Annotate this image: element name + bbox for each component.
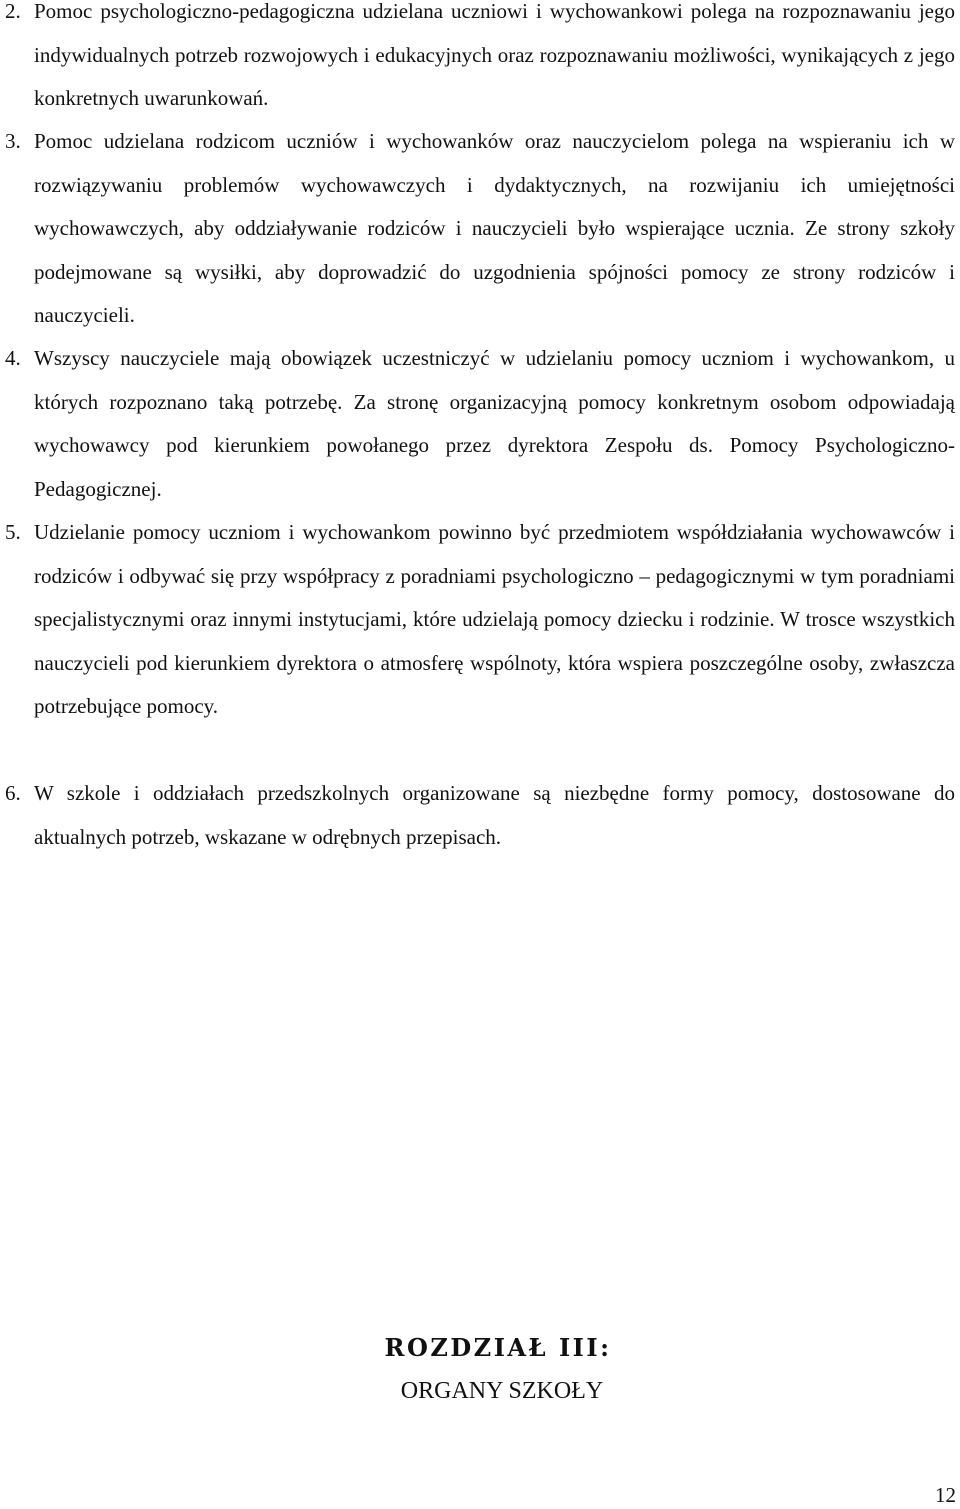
list-item-text: Pomoc psychologiczno-pedagogiczna udzielana uczniowi i wychowankowi polega na rozpoznawaniu jego indywidualnych potrzeb rozwojowych i edukacyjnych oraz rozpoznawaniu możliwości, wynikających z jego konkretnych uwarunkowań. xyxy=(34,0,955,111)
list-item-number: 6. xyxy=(5,781,21,805)
list-item-text: W szkole i oddziałach przedszkolnych organizowane są niezbędne formy pomocy, dostosowane do aktualnych potrzeb, wskazane w odrębnych przepisach. xyxy=(34,781,955,849)
chapter-subtitle: ORGANY SZKOŁY xyxy=(400,1378,604,1404)
chapter-title: ROZDZIAŁ III: xyxy=(384,1333,612,1362)
list-item xyxy=(0,511,960,729)
list-item xyxy=(0,772,960,859)
list-item-number: 4. xyxy=(5,346,21,370)
list-item xyxy=(0,120,960,338)
list-item-number: 2. xyxy=(5,0,21,23)
page-number: 12 xyxy=(935,1483,956,1507)
list-item-number: 5. xyxy=(5,520,21,544)
list-item-text: Udzielanie pomocy uczniom i wychowankom powinno być przedmiotem współdziałania wychowawców i rodziców i odbywać się przy współpracy z poradniami psychologiczno – pedagogicznymi w tym poradniami specjalistycznymi oraz innymi instytucjami, które udzielają pomocy dziecku i rodzinie. W trosce wszystkich nauczycieli pod kierunkiem dyrektora o atmosferę wspólnoty, która wspiera poszczególne osoby, zwłaszcza potrzebujące pomocy. xyxy=(34,520,955,719)
list-item-text: Wszyscy nauczyciele mają obowiązek uczestniczyć w udzielaniu pomocy uczniom i wychowankom, u których rozpoznano taką potrzebę. Za stronę organizacyjną pomocy konkretnym osobom odpowiadają wychowawcy pod kierunkiem powołanego przez dyrektora Zespołu ds. Pomocy Psychologiczno-Pedagogicznej. xyxy=(34,346,955,501)
list-item xyxy=(0,337,960,511)
list-item xyxy=(0,0,960,121)
list-item-text: Pomoc udzielana rodzicom uczniów i wychowanków oraz nauczycielom polega na wspieraniu ich w rozwiązywaniu problemów wychowawczych i dydaktycznych, na rozwijaniu ich umiejętności wychowawczych, aby oddziaływanie rodziców i nauczycieli było wspierające ucznia. Ze strony szkoły podejmowane są wysiłki, aby doprowadzić do uzgodnienia spójności pomocy ze strony rodziców i nauczycieli. xyxy=(34,129,955,328)
list-item-number: 3. xyxy=(5,129,21,153)
